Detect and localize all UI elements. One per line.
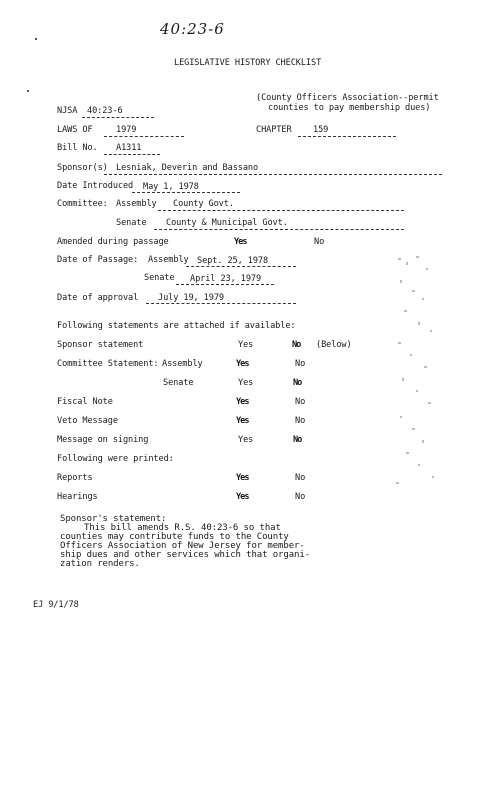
fiscal-note-yes-struck: Yes	[236, 397, 249, 407]
hearings-label: Hearings	[57, 492, 98, 502]
bill-no-line	[104, 154, 160, 155]
message-on-signing-no-struck: No	[293, 435, 302, 445]
handwritten-number: 40:23-6	[160, 20, 225, 38]
amended-yes-struck: Yes	[234, 237, 247, 247]
sponsor-statement-line: zation renders.	[60, 559, 140, 569]
date-of-passage-label: Date of Passage:	[57, 255, 139, 265]
hearings-yes-struck: Yes	[236, 492, 249, 502]
date-of-approval-value: July 19, 1979	[158, 293, 224, 303]
date-of-approval-line	[146, 303, 296, 304]
committee-statement-senate: Senate	[163, 378, 194, 388]
bill-no-label: Bill No.	[57, 143, 98, 153]
attached-heading: Following statements are attached if available:	[57, 321, 296, 331]
scan-speck	[35, 38, 37, 40]
fiscal-note-no: No	[295, 397, 306, 407]
committee-assembly-no: No	[295, 359, 306, 369]
sponsor-statement-line: This bill amends R.S. 40:23-6 so that	[84, 523, 281, 533]
sponsor-statement-note: (Below)	[316, 340, 352, 350]
date-introduced-label: Date Introduced	[57, 181, 134, 191]
sponsor-statement-line: ship dues and other services which that organi-	[60, 550, 310, 560]
committee-senate-yes: Yes	[238, 378, 254, 388]
reports-yes-struck: Yes	[236, 473, 249, 483]
footer-initials-date: EJ 9/1/78	[33, 600, 79, 610]
printed-heading: Following were printed:	[57, 454, 174, 464]
chapter-label: CHAPTER	[256, 125, 292, 135]
date-introduced-line	[132, 192, 240, 193]
committee-statement-label: Committee Statement:	[57, 359, 159, 369]
bill-no-value: A1311	[116, 143, 142, 153]
chapter-value: 159	[313, 125, 329, 135]
date-of-approval-label: Date of approval	[57, 293, 139, 303]
chapter-line	[298, 136, 396, 137]
sponsors-label: Sponsor(s)	[57, 163, 108, 173]
message-on-signing-label: Message on signing	[57, 435, 149, 445]
sponsor-statement-heading: Sponsor's statement:	[60, 514, 167, 524]
committee-assembly-value: County Govt.	[173, 199, 234, 209]
sponsors-value: Lesniak, Deverin and Bassano	[116, 163, 259, 173]
passage-senate-line	[176, 284, 274, 285]
sponsors-line	[104, 174, 442, 175]
committee-assembly-line	[158, 210, 404, 211]
sponsor-statement-yes: Yes	[238, 340, 254, 350]
veto-message-no: No	[295, 416, 306, 426]
committee-assembly-yes-struck: Yes	[236, 359, 249, 369]
veto-message-yes-struck: Yes	[236, 416, 249, 426]
passage-senate-value: April 23, 1979	[190, 274, 262, 284]
date-introduced-value: May 1, 1978	[143, 182, 199, 192]
laws-of-value: 1979	[116, 125, 137, 135]
committee-senate-no-struck: No	[293, 378, 302, 388]
amended-no: No	[314, 237, 325, 247]
message-on-signing-yes: Yes	[238, 435, 254, 445]
passage-assembly-value: Sept. 25, 1978	[197, 256, 269, 266]
committee-senate-label: Senate	[116, 218, 147, 228]
hearings-no: No	[295, 492, 306, 502]
sponsor-statement-label: Sponsor statement	[57, 340, 144, 350]
sponsor-statement-line: Officers Association of New Jersey for member-	[60, 541, 305, 551]
committee-senate-line	[154, 229, 404, 230]
committee-statement-assembly: Assembly	[162, 359, 203, 369]
amended-label: Amended during passage	[57, 237, 169, 247]
njsa-value: 40:23-6	[87, 106, 123, 116]
laws-of-label: LAWS OF	[57, 125, 93, 135]
form-title: LEGISLATIVE HISTORY CHECKLIST	[174, 58, 322, 68]
reports-no: No	[295, 473, 306, 483]
scan-speck	[27, 90, 29, 92]
passage-senate-label: Senate	[144, 273, 175, 283]
veto-message-label: Veto Message	[57, 416, 118, 426]
committee-assembly-label: Assembly	[116, 199, 157, 209]
sponsor-statement-no-struck: No	[292, 340, 301, 350]
njsa-line	[82, 117, 154, 118]
sponsor-statement-line: counties may contribute funds to the County	[60, 532, 289, 542]
committee-senate-value: County & Municipal Govt.	[166, 218, 288, 228]
caption-line-2: counties to pay membership dues)	[268, 103, 431, 113]
fiscal-note-label: Fiscal Note	[57, 397, 113, 407]
committee-label: Committee:	[57, 199, 108, 209]
caption-line-1: (County Officers Association--permit	[256, 93, 439, 103]
scan-noise	[392, 250, 442, 490]
laws-of-line	[104, 136, 184, 137]
passage-assembly-line	[186, 266, 296, 267]
reports-label: Reports	[57, 473, 93, 483]
passage-assembly-label: Assembly	[148, 255, 189, 265]
njsa-label: NJSA	[57, 106, 78, 116]
